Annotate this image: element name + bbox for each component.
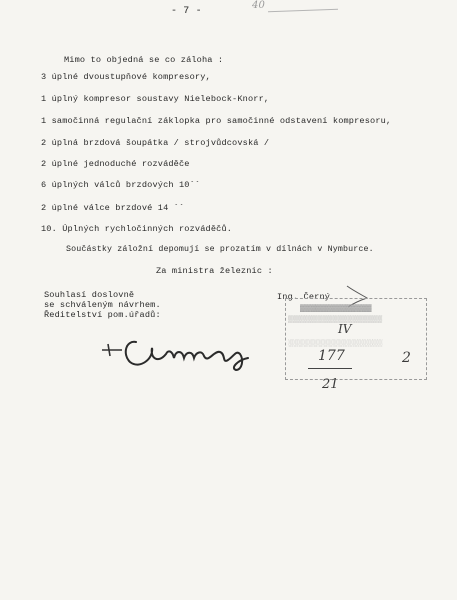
page-number: - 7 -: [171, 6, 202, 17]
for-minister: Za ministra železnic :: [156, 266, 273, 276]
list-item: 2 úplná brzdová šoupátka / strojvůdcovská /: [41, 138, 270, 148]
stamp-roman-number: IV: [338, 322, 352, 336]
approval-line-1: Souhlasí doslovně: [44, 290, 135, 300]
list-item: 1 samočinná regulační záklopka pro samočinné odstavení kompresoru,: [41, 116, 392, 126]
depot-note: Součástky záložní depomují se prozatím v dílnách v Nymburce.: [66, 245, 374, 254]
stamp-header-line: ▓▓▓▓▓▓▓▓▓▓▓▓▓▓: [300, 305, 372, 312]
stamp-count: 2: [402, 350, 411, 366]
handwritten-signature: [96, 330, 256, 372]
list-item: 3 úplné dvoustupňové kompresory,: [41, 72, 211, 82]
pencil-mark: 40: [252, 0, 266, 11]
intro-line: Mimo to objedná se co záloha :: [64, 55, 224, 65]
approval-line-2: se schváleným návrhem.: [44, 300, 161, 310]
signatory: Ing. Černý: [277, 292, 331, 302]
stamp-line: ▒▒▒▒▒▒▒▒▒▒▒▒▒▒▒▒▒▒▒: [288, 316, 383, 323]
stamp-line: ░░░░░░░░░░░░░░░░░░░: [288, 340, 383, 347]
list-item: 2 úplné jednoduché rozváděče: [41, 159, 190, 169]
list-item: 6 úplných válců brzdových 10´´: [41, 180, 201, 190]
list-item: 10. Úplných rychločinných rozváděčů.: [41, 224, 233, 234]
approval-line-3: Ředitelství pom.úřadů:: [44, 310, 161, 320]
list-item: 1 úplný kompresor soustavy Nielebock-Knorr,: [41, 94, 270, 104]
stamp-folio: 21: [322, 377, 339, 392]
list-item: 2 úplné válce brzdové 14 ´´: [41, 203, 185, 213]
pencil-line: [268, 9, 338, 12]
stamp-underline: [308, 368, 352, 369]
stamp-number: 177: [318, 348, 345, 364]
